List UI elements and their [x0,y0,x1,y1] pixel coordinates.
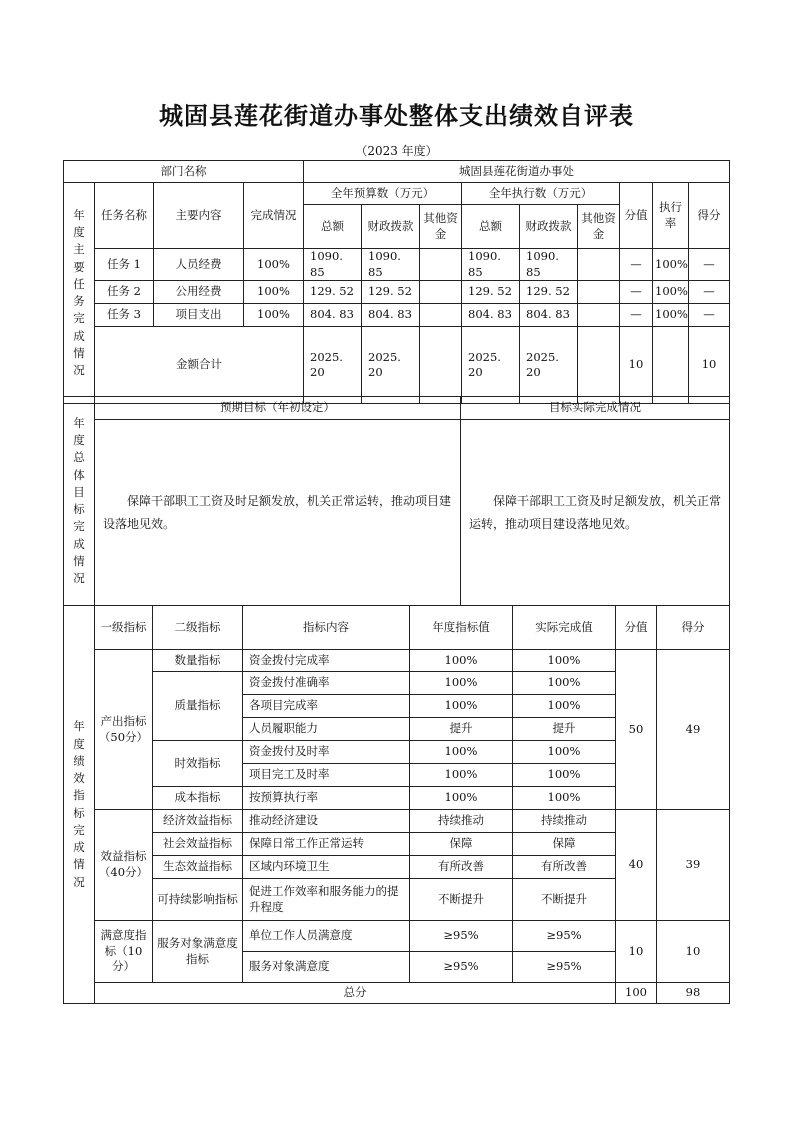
indicator-content: 人员履职能力 [243,718,410,741]
annual-value: 不断提升 [410,879,513,921]
dept-name-value: 城固县莲花街道办事处 [304,161,730,183]
tasks-side-label: 年度主要任务完成情况 [64,183,95,404]
budget-fiscal: 129. 52 [362,281,420,304]
level2-social: 社会效益指标 [153,833,243,856]
annual-value: 100% [410,650,513,672]
exec-fiscal: 129. 52 [520,281,578,304]
exec-fiscal-header: 财政拨款 [520,205,578,249]
budget-fiscal: 1090. 85 [362,249,420,281]
actual-value: 100% [513,650,616,672]
exec-fiscal: 804. 83 [520,304,578,327]
indicator-content: 区域内环境卫生 [243,856,410,879]
level2-sustainable: 可持续影响指标 [153,879,243,921]
indicator-content: 项目完工及时率 [243,764,410,787]
level1-output: 产出指标（50分） [95,650,153,810]
actual-value: ≥95% [513,921,616,952]
benefit-score: 39 [657,810,730,921]
actual-value: 不断提升 [513,879,616,921]
table-row [64,281,730,304]
exec-total: 804. 83 [462,304,520,327]
task-content: 人员经费 [154,249,244,281]
sum-exec-rate [653,327,689,404]
exec-other [578,249,620,281]
budget-fiscal-header: 财政拨款 [362,205,420,249]
sum-exec-total: 2025. 20 [462,327,520,404]
annual-value: 有所改善 [410,856,513,879]
actual-value: 100% [513,764,616,787]
budget-other-header: 其他资金 [420,205,462,249]
completion-header: 完成情况 [244,183,304,249]
sum-budget-fiscal: 2025. 20 [362,327,420,404]
task-name: 任务 1 [95,249,154,281]
indicator-content-header: 指标内容 [243,606,410,650]
annual-value: 100% [410,764,513,787]
content-header: 主要内容 [154,183,244,249]
table-row [64,650,730,672]
annual-value: 100% [410,787,513,810]
task-name: 任务 2 [95,281,154,304]
sum-budget-other [420,327,462,404]
table-row [64,249,730,281]
annual-value-header: 年度指标值 [410,606,513,650]
actual-value-header: 实际完成值 [513,606,616,650]
execution-header: 全年执行数（万元） [462,183,620,205]
exec-other-header: 其他资金 [578,205,620,249]
indicator-content: 单位工作人员满意度 [243,921,410,952]
actual-value: 有所改善 [513,856,616,879]
level2-header: 二级指标 [153,606,243,650]
dept-name-label: 部门名称 [64,161,304,183]
indicator-content: 按预算执行率 [243,787,410,810]
exec-total: 1090. 85 [462,249,520,281]
task-score-value: — [620,304,653,327]
page-title: 城固县莲花街道办事处整体支出绩效自评表 [159,102,634,130]
actual-value: 保障 [513,833,616,856]
indicator-content: 资金拨付完成率 [243,650,410,672]
task-score: — [689,281,730,304]
annual-value: 100% [410,672,513,695]
level2-ecological: 生态效益指标 [153,856,243,879]
satisfaction-score: 10 [657,921,730,983]
budget-total: 129. 52 [304,281,362,304]
budget-total: 1090. 85 [304,249,362,281]
indicator-content: 资金拨付及时率 [243,741,410,764]
sum-score-value: 10 [620,327,653,404]
year-label: （2023 年度） [355,144,438,158]
task-content: 公用经费 [154,281,244,304]
task-score-value: — [620,249,653,281]
budget-other [420,249,462,281]
total-label: 总分 [95,983,616,1004]
task-exec-rate: 100% [653,304,689,327]
sum-row [64,327,730,404]
actual-value: 提升 [513,718,616,741]
output-score: 49 [657,650,730,810]
task-score-value: — [620,281,653,304]
tasks-table [63,160,730,404]
task-completion: 100% [244,304,304,327]
exec-total-header: 总额 [462,205,520,249]
budget-other [420,281,462,304]
level2-timeliness: 时效指标 [153,741,243,787]
exec-total: 129. 52 [462,281,520,304]
expected-goal-header: 预期目标（年初设定） [95,397,461,420]
score-value-header: 分值 [620,183,653,249]
level2-cost: 成本指标 [153,787,243,810]
annual-value: 持续推动 [410,810,513,833]
task-name-header: 任务名称 [95,183,154,249]
expected-goal-text: 保障干部职工工资及时足额发放，机关正常运转，推动项目建设落地见效。 [95,420,461,606]
task-score: — [689,249,730,281]
output-score-value: 50 [616,650,657,810]
indicator-content: 资金拨付准确率 [243,672,410,695]
task-content: 项目支出 [154,304,244,327]
sum-exec-fiscal: 2025. 20 [520,327,578,404]
indicators-table [63,605,730,1004]
indicator-content: 保障日常工作正常运转 [243,833,410,856]
benefit-score-value: 40 [616,810,657,921]
level1-satisfaction: 满意度指标（10分） [95,921,153,983]
exec-rate-header: 执行率 [653,183,689,249]
exec-fiscal: 1090. 85 [520,249,578,281]
goals-side-label: 年度总体目标完成情况 [64,397,95,606]
level2-service-satisfaction: 服务对象满意度指标 [153,921,243,983]
sum-score: 10 [689,327,730,404]
task-exec-rate: 100% [653,249,689,281]
task-completion: 100% [244,249,304,281]
exec-other [578,281,620,304]
annual-value: 100% [410,741,513,764]
actual-value: 100% [513,672,616,695]
actual-goal-text: 保障干部职工工资及时足额发放，机关正常运转，推动项目建设落地见效。 [461,420,730,606]
budget-total-header: 总额 [304,205,362,249]
budget-header: 全年预算数（万元） [304,183,462,205]
annual-value: 保障 [410,833,513,856]
table-row [64,304,730,327]
indicator-score-value-header: 分值 [616,606,657,650]
task-completion: 100% [244,281,304,304]
annual-value: ≥95% [410,921,513,952]
budget-fiscal: 804. 83 [362,304,420,327]
total-row [64,983,730,1004]
annual-value: 100% [410,695,513,718]
level2-quantity: 数量指标 [153,650,243,672]
actual-value: 100% [513,787,616,810]
indicator-content: 促进工作效率和服务能力的提升程度 [243,879,410,921]
total-score-value: 100 [616,983,657,1004]
table-row [64,810,730,833]
score-header: 得分 [689,183,730,249]
budget-other [420,304,462,327]
task-name: 任务 3 [95,304,154,327]
actual-value: 100% [513,695,616,718]
satisfaction-score-value: 10 [616,921,657,983]
level1-header: 一级指标 [95,606,153,650]
level2-economic: 经济效益指标 [153,810,243,833]
actual-value: 100% [513,741,616,764]
table-row [64,921,730,952]
level2-quality: 质量指标 [153,672,243,741]
indicator-content: 各项目完成率 [243,695,410,718]
sum-budget-total: 2025. 20 [304,327,362,404]
actual-value: ≥95% [513,952,616,983]
sum-exec-other [578,327,620,404]
task-score: — [689,304,730,327]
annual-value: ≥95% [410,952,513,983]
indicator-content: 推动经济建设 [243,810,410,833]
annual-value: 提升 [410,718,513,741]
level1-benefit: 效益指标（40分） [95,810,153,921]
total-score: 98 [657,983,730,1004]
exec-other [578,304,620,327]
task-exec-rate: 100% [653,281,689,304]
actual-goal-header: 目标实际完成情况 [461,397,730,420]
actual-value: 持续推动 [513,810,616,833]
goals-table [63,396,730,606]
indicator-score-header: 得分 [657,606,730,650]
budget-total: 804. 83 [304,304,362,327]
indicators-side-label: 年度绩效指标完成情况 [64,606,95,1004]
sum-label: 金额合计 [95,327,304,404]
indicator-content: 服务对象满意度 [243,952,410,983]
